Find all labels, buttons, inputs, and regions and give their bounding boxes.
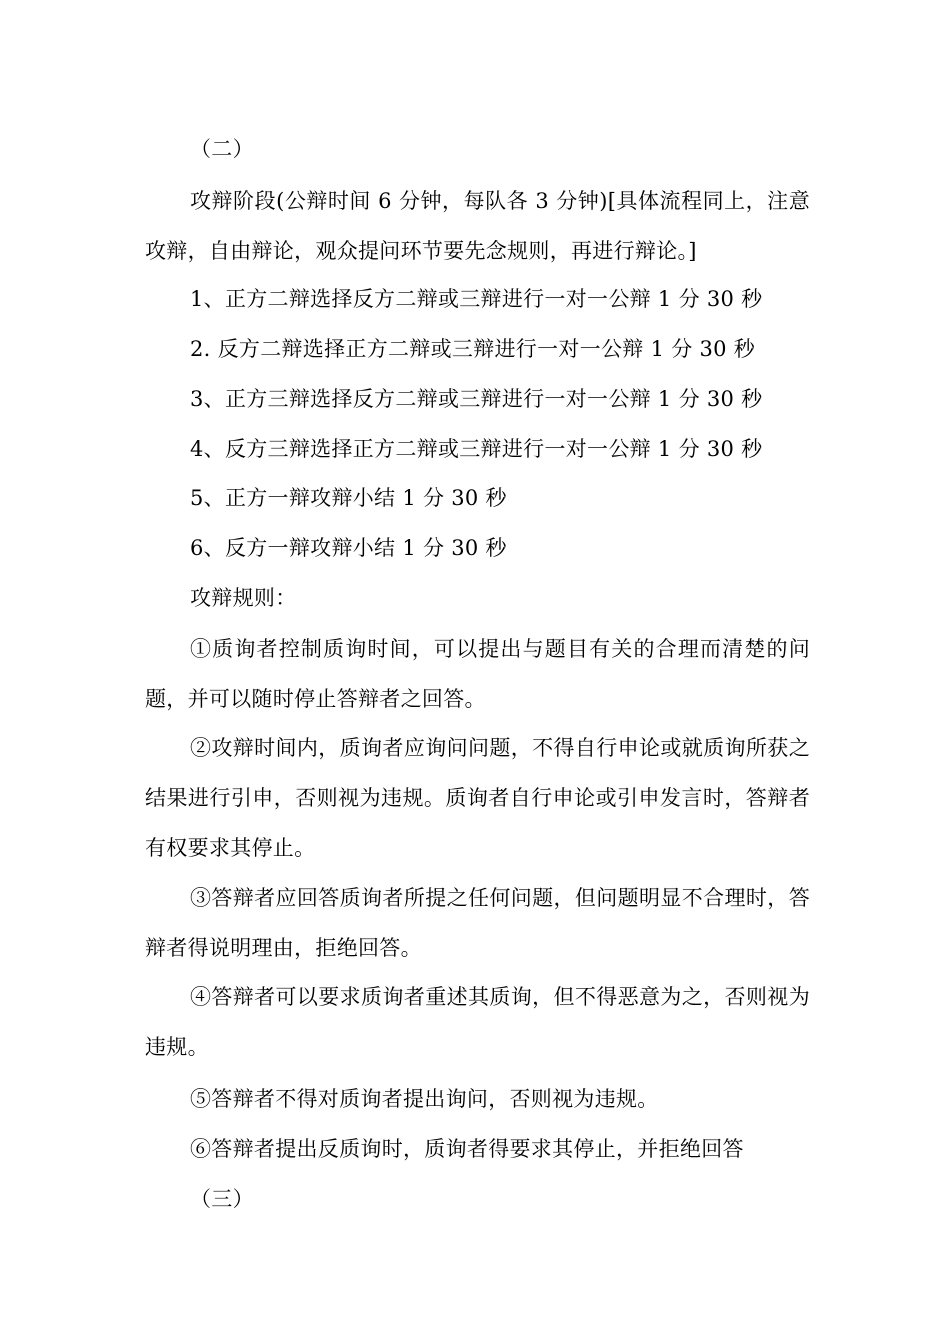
rule-paragraph: ⑤答辩者不得对质询者提出询问，否则视为违规。 <box>190 1087 659 1111</box>
list-item: 4、反方三辩选择正方二辩或三辩进行一对一公辩 1 分 30 秒 <box>190 437 763 461</box>
rules-heading: 攻辩规则： <box>190 586 297 610</box>
stage-paragraph: 攻辩阶段(公辩时间 6 分钟，每队各 3 分钟)[具体流程同上，注意攻辩，自由辩论，观众提问环节要先念规则，再进行辩论。] <box>145 189 810 263</box>
list-item: 6、反方一辩攻辩小结 1 分 30 秒 <box>190 536 507 560</box>
list-item: 5、正方一辩攻辩小结 1 分 30 秒 <box>190 486 507 510</box>
list-item: 2. 反方二辩选择正方二辩或三辩进行一对一公辩 1 分 30 秒 <box>190 337 756 361</box>
rule-paragraph: ②攻辩时间内，质询者应询问问题，不得自行申论或就质询所获之结果进行引申，否则视为违规。质询者自行申论或引申发言时，答辩者有权要求其停止。 <box>145 736 810 860</box>
section-three-heading: （三） <box>190 1187 254 1211</box>
list-item: 3、正方三辩选择反方二辩或三辩进行一对一公辩 1 分 30 秒 <box>190 387 763 411</box>
list-item: 1、正方二辩选择反方二辩或三辩进行一对一公辩 1 分 30 秒 <box>190 287 763 311</box>
section-two-heading: （二） <box>190 137 254 161</box>
rule-paragraph: ④答辩者可以要求质询者重述其质询，但不得恶意为之，否则视为违规。 <box>145 985 810 1059</box>
rule-paragraph: ③答辩者应回答质询者所提之任何问题，但问题明显不合理时，答辩者得说明理由，拒绝回答。 <box>145 886 810 960</box>
rule-paragraph: ①质询者控制质询时间，可以提出与题目有关的合理而清楚的问题，并可以随时停止答辩者之回答。 <box>145 637 810 711</box>
rule-paragraph: ⑥答辩者提出反质询时，质询者得要求其停止，并拒绝回答 <box>190 1137 744 1161</box>
